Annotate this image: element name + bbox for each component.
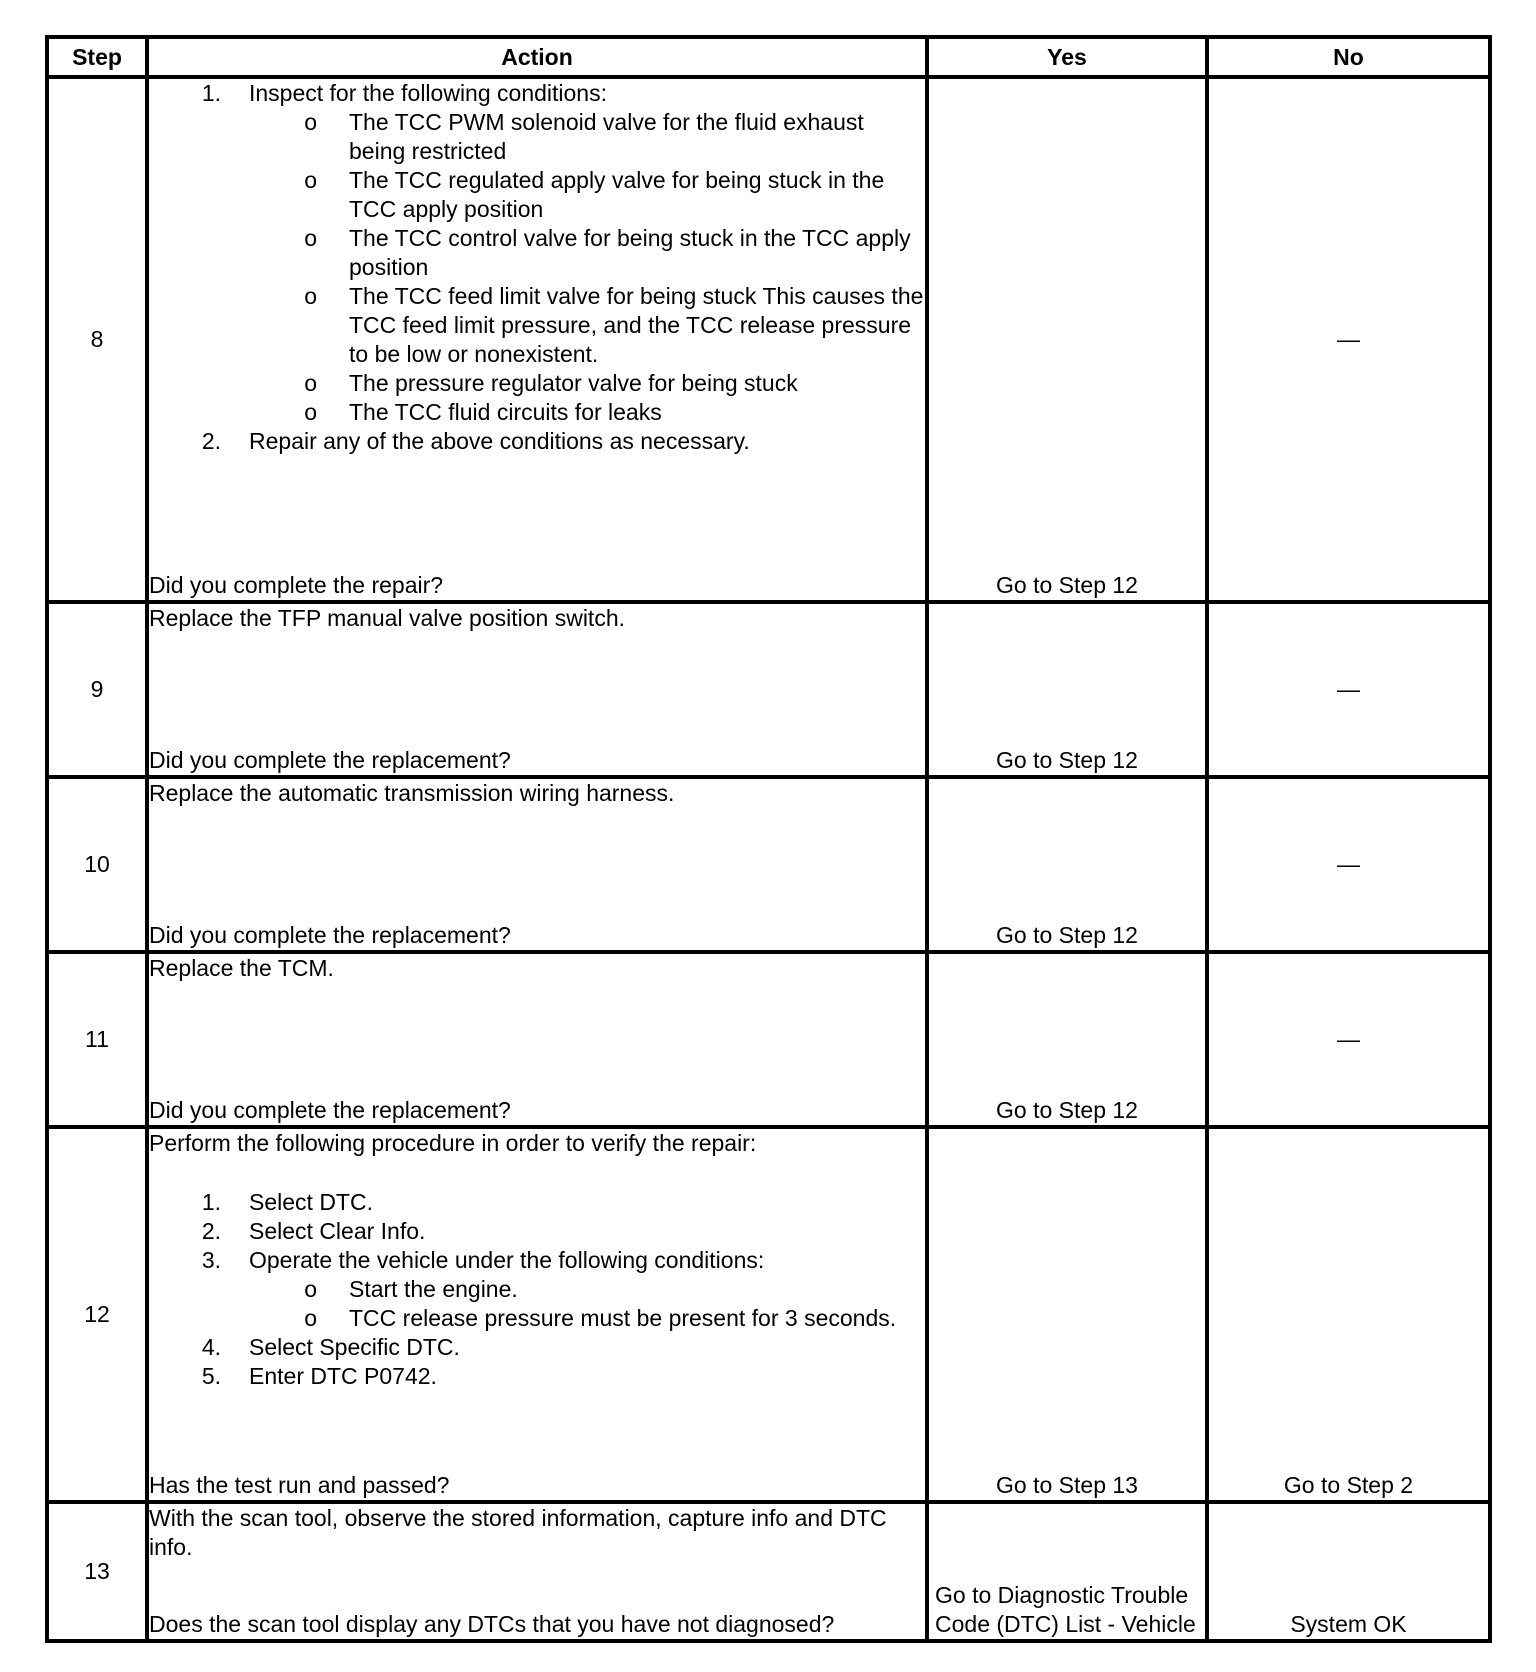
- bullet-item: o The TCC regulated apply valve for being stuck in the TCC apply position: [304, 167, 885, 222]
- bullet-item: o The TCC PWM solenoid valve for the fluid exhaust being restricted: [304, 109, 864, 164]
- table-row: [47, 952, 1490, 1127]
- list-item: 2. Select Clear Info.: [201, 1218, 426, 1244]
- bullet-item: o The TCC fluid circuits for leaks: [304, 399, 662, 425]
- question-text: Did you complete the repair?: [149, 572, 444, 598]
- no-result: System OK: [1207, 1502, 1490, 1641]
- question-text: Does the scan tool display any DTCs that you have not diagnosed?: [149, 1611, 835, 1637]
- header-yes: Yes: [927, 37, 1207, 77]
- question-text: Has the test run and passed?: [149, 1472, 450, 1498]
- action-cell: [147, 777, 927, 952]
- no-result: —: [1207, 602, 1490, 777]
- list-item: 1. Select DTC.: [201, 1189, 373, 1215]
- list-item: 3. Operate the vehicle under the following conditions:: [201, 1247, 765, 1273]
- step-number: 13: [47, 1502, 147, 1641]
- action-cell: [147, 77, 927, 602]
- table-row: [47, 777, 1490, 952]
- yes-result: Go to Step 12: [927, 77, 1207, 602]
- table-row: [47, 602, 1490, 777]
- list-item: 5. Enter DTC P0742.: [201, 1363, 437, 1389]
- bullet-item: o The TCC feed limit valve for being stuck This causes the TCC feed limit pressure, and the TCC release pressure to be low or nonexistent.: [304, 283, 924, 367]
- action-cell: [147, 952, 927, 1127]
- action-text: Replace the automatic transmission wiring harness.: [149, 780, 675, 806]
- bullet-item: o The pressure regulator valve for being stuck: [304, 370, 798, 396]
- bullet-item: o The TCC control valve for being stuck in the TCC apply position: [304, 225, 911, 280]
- list-item: 2. Repair any of the above conditions as necessary.: [201, 428, 750, 454]
- step-number: 11: [47, 952, 147, 1127]
- question-text: Did you complete the replacement?: [149, 922, 511, 948]
- action-cell: [147, 1127, 927, 1502]
- yes-result: Go to Diagnostic Trouble Code (DTC) List - Vehicle: [927, 1502, 1207, 1641]
- table-row: [47, 77, 1490, 602]
- bullet-item: o Start the engine.: [304, 1276, 518, 1302]
- question-text: Did you complete the replacement?: [149, 747, 511, 773]
- question-text: Did you complete the replacement?: [149, 1097, 511, 1123]
- action-text: Replace the TCM.: [149, 955, 334, 981]
- diagnostic-table: [45, 35, 1492, 1643]
- header-row: [47, 37, 1490, 77]
- yes-result: Go to Step 12: [927, 602, 1207, 777]
- action-intro: With the scan tool, observe the stored information, capture info and DTC info.: [149, 1505, 887, 1560]
- header-no: No: [1207, 37, 1490, 77]
- yes-result: Go to Step 12: [927, 952, 1207, 1127]
- action-text: Replace the TFP manual valve position switch.: [149, 605, 626, 631]
- step-number: 8: [47, 77, 147, 602]
- yes-result: Go to Step 13: [927, 1127, 1207, 1502]
- no-result: Go to Step 2: [1207, 1127, 1490, 1502]
- step-number: 9: [47, 602, 147, 777]
- header-step: Step: [47, 37, 147, 77]
- table-row: [47, 1502, 1490, 1641]
- action-intro: Perform the following procedure in order to verify the repair:: [149, 1130, 757, 1156]
- no-result: —: [1207, 952, 1490, 1127]
- list-item: 1. Inspect for the following conditions:: [201, 80, 607, 106]
- bullet-item: o TCC release pressure must be present for 3 seconds.: [304, 1305, 897, 1331]
- yes-result: Go to Step 12: [927, 777, 1207, 952]
- step-number: 12: [47, 1127, 147, 1502]
- action-cell: [147, 1502, 927, 1641]
- action-cell: [147, 602, 927, 777]
- header-action: Action: [147, 37, 927, 77]
- no-result: —: [1207, 777, 1490, 952]
- no-result: —: [1207, 77, 1490, 602]
- step-number: 10: [47, 777, 147, 952]
- table-row: [47, 1127, 1490, 1502]
- list-item: 4. Select Specific DTC.: [201, 1334, 460, 1360]
